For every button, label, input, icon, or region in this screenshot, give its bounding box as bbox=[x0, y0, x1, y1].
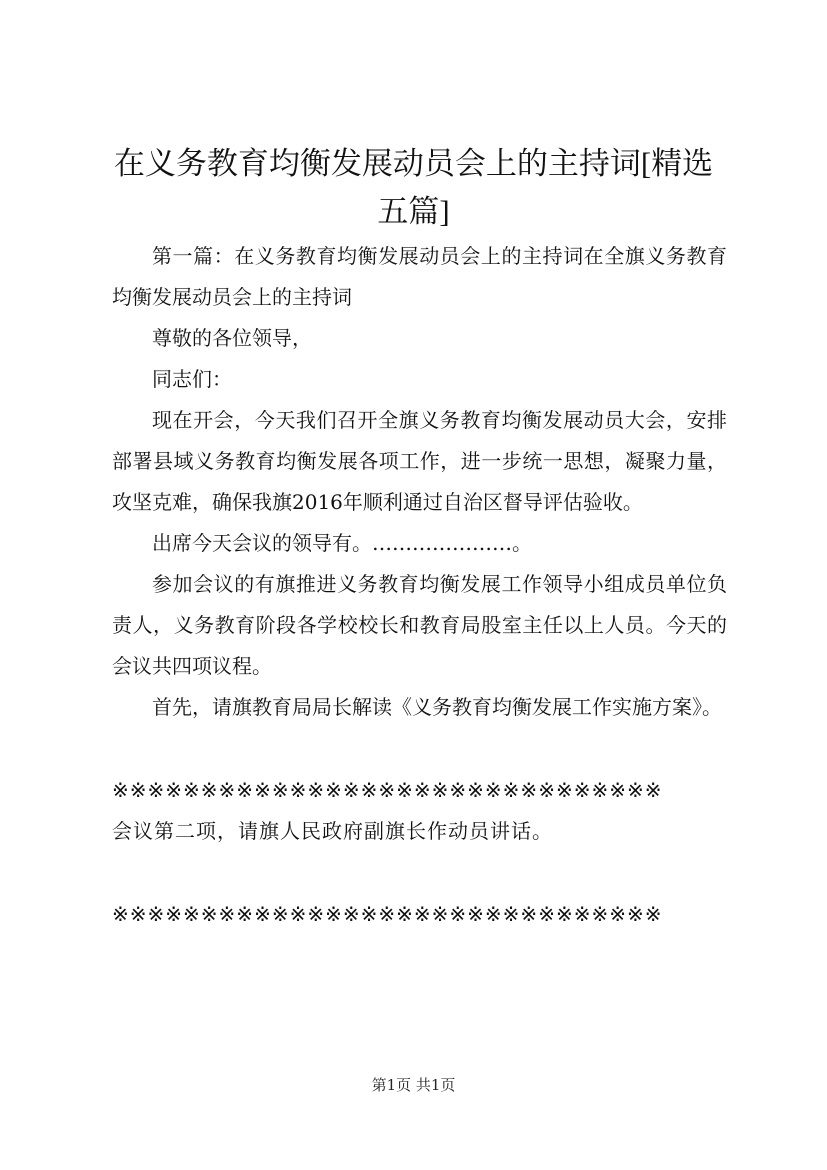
document-title: 在义务教育均衡发展动员会上的主持词[精选五篇] bbox=[113, 146, 714, 229]
paragraph-heading: 第一篇：在义务教育均衡发展动员会上的主持词在全旗义务教育均衡发展动员会上的主持词 bbox=[112, 244, 727, 309]
separator-line: ※※※※※※※※※※※※※※※※※※※※※※※※※※※※※※※ bbox=[112, 778, 663, 802]
paragraph-salutation-leaders: 尊敬的各位领导， bbox=[152, 326, 312, 350]
paragraph-opening: 现在开会，今天我们召开全旗义务教育均衡发展动员大会，安排部署县域义务教育均衡发展各项工作，进一步统一思想，凝聚力量，攻坚克难，确保我旗2016年顺利通过自治区督导评估验收。 bbox=[112, 408, 727, 514]
paragraph-salutation-comrades: 同志们： bbox=[152, 367, 232, 391]
separator-line: ※※※※※※※※※※※※※※※※※※※※※※※※※※※※※※※ bbox=[112, 902, 663, 926]
page-footer: 第1页 共1页 bbox=[371, 1076, 456, 1094]
paragraph-attendees-leaders: 出席今天会议的领导有。…………………。 bbox=[152, 531, 532, 555]
spacer bbox=[112, 728, 727, 770]
paragraph-agenda-second: 会议第二项，请旗人民政府副旗长作动员讲话。 bbox=[112, 819, 553, 843]
paragraph-agenda-first: 首先，请旗教育局局长解读《义务教育均衡发展工作实施方案》。 bbox=[152, 695, 722, 719]
spacer bbox=[112, 852, 727, 894]
paragraph-attendees-units: 参加会议的有旗推进义务教育均衡发展工作领导小组成员单位负责人，义务教育阶段各学校校长和教育局股室主任以上人员。今天的会议共四项议程。 bbox=[112, 572, 727, 678]
document-body bbox=[112, 236, 727, 935]
